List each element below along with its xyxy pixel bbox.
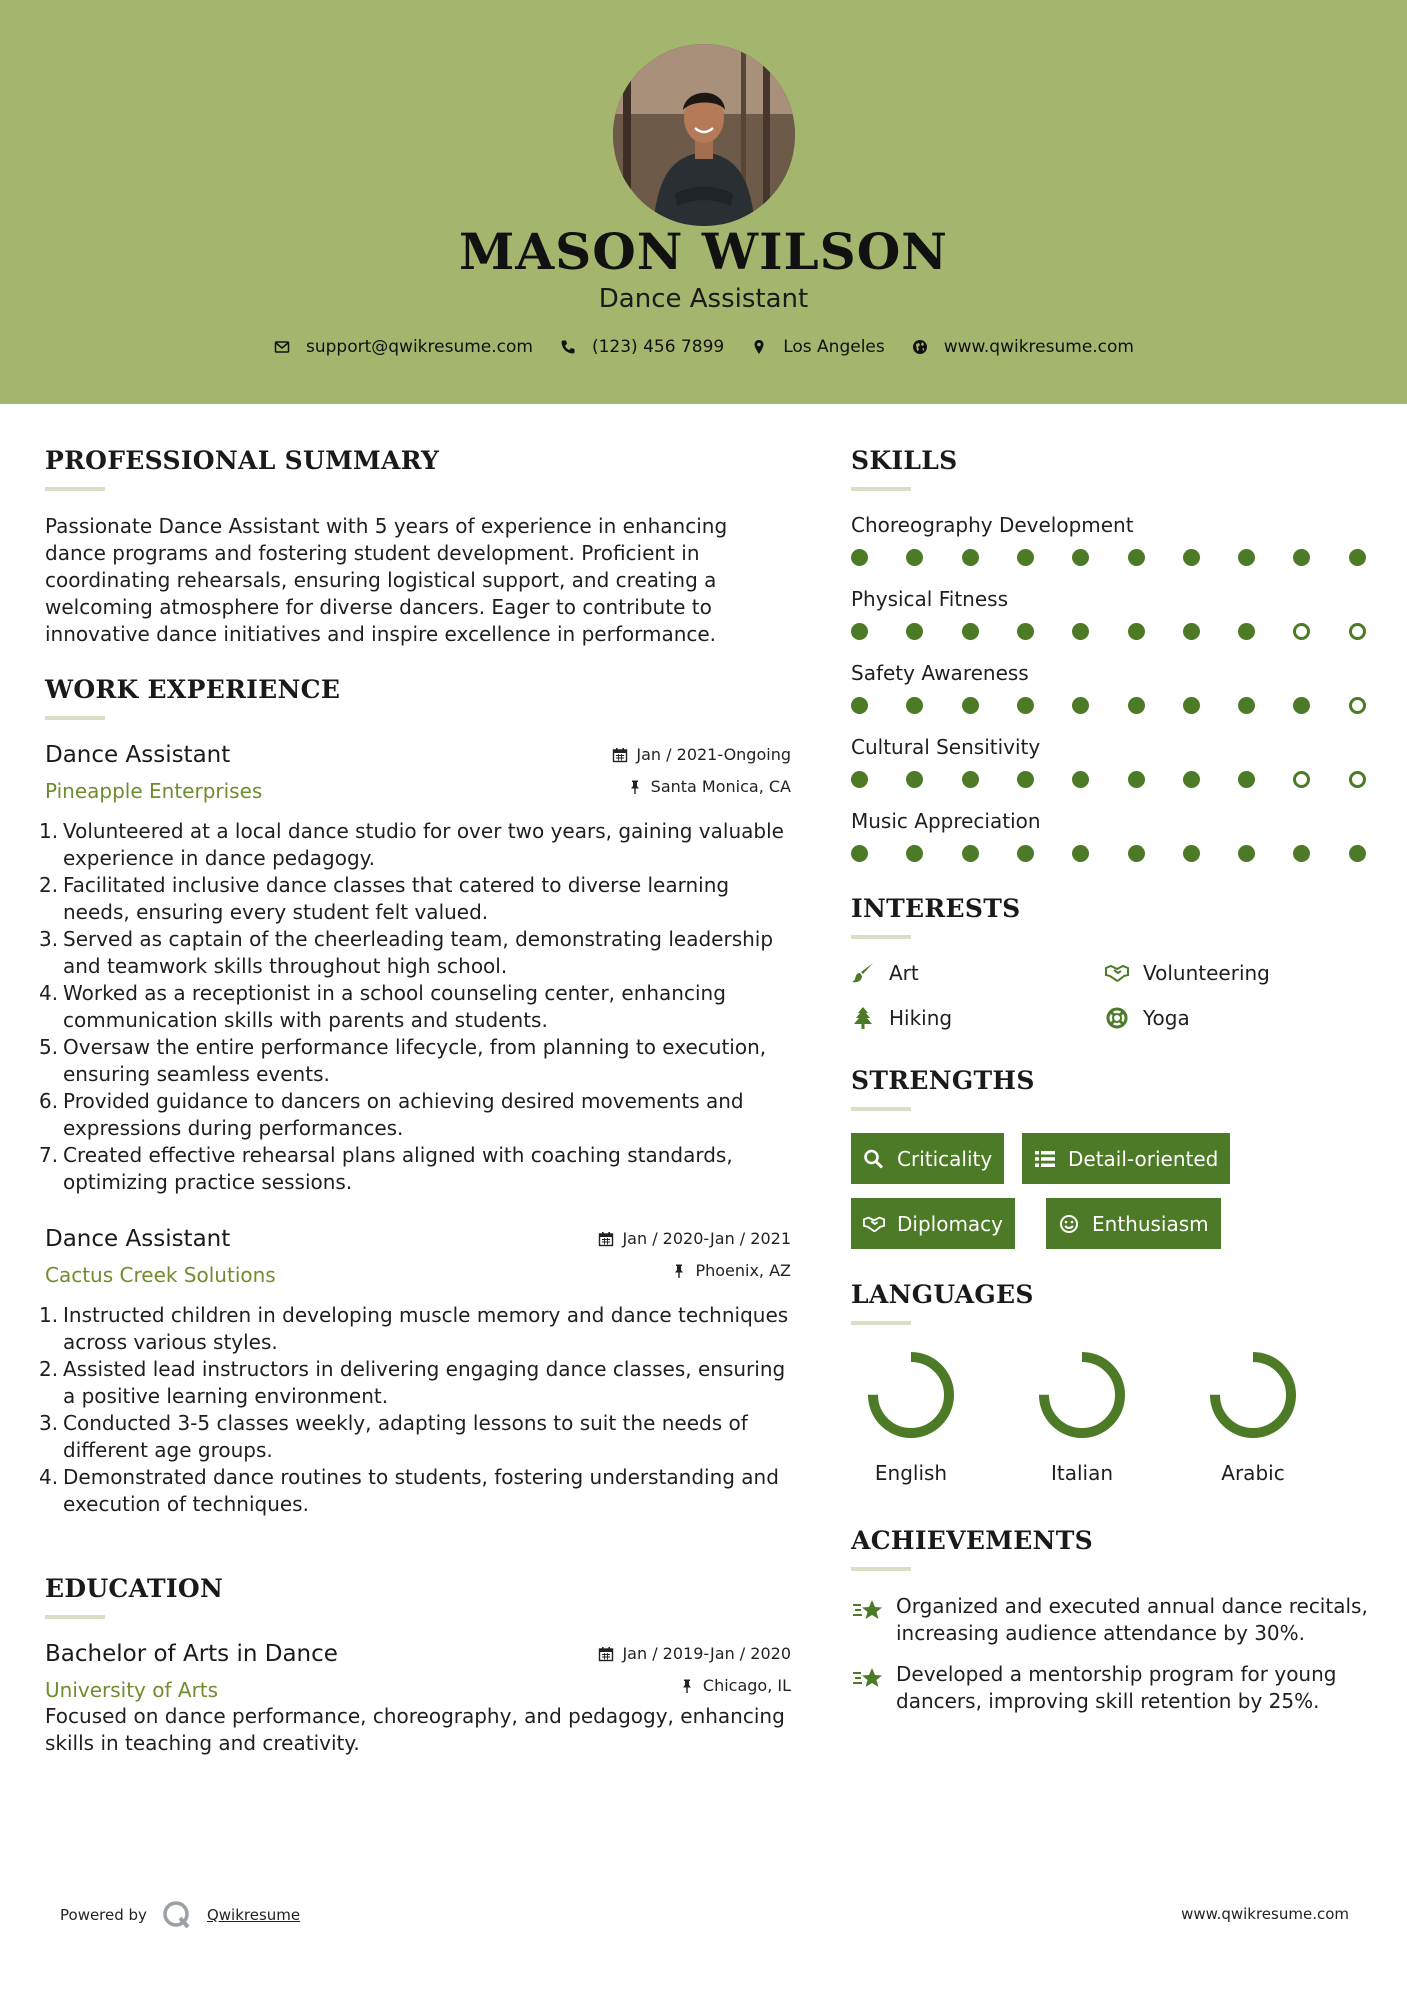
job-bullet: 1. Instructed children in developing muscle memory and dance techniques across various styles. (39, 1303, 789, 1354)
rating-dot-filled (1293, 697, 1310, 714)
rating-dot-empty (1293, 623, 1310, 640)
pushpin-icon (671, 1263, 687, 1279)
rating-dot-filled (1072, 845, 1089, 862)
life-ring-icon (1105, 1006, 1131, 1030)
skill-rating (851, 765, 1371, 795)
achievement-item: Organized and executed annual dance recitals, increasing audience attendance by 30%. (851, 1593, 1371, 1647)
skill-item (851, 735, 1371, 795)
rating-dot-filled (1017, 623, 1034, 640)
rating-dot-filled (962, 845, 979, 862)
rating-dot-filled (851, 549, 868, 566)
contact-row (0, 337, 1407, 357)
profile-photo (613, 44, 795, 226)
language-level-arc (1215, 1357, 1291, 1433)
section-divider (851, 487, 911, 491)
language-item (1193, 1347, 1313, 1485)
education-section (45, 1574, 791, 1757)
section-divider (851, 1567, 911, 1571)
strength-chip: Criticality (851, 1133, 1004, 1184)
experience-section (39, 675, 791, 1196)
job-location-text: Phoenix, AZ (695, 1261, 791, 1280)
rating-dot-filled (1017, 771, 1034, 788)
experience-heading: WORK EXPERIENCE (45, 675, 341, 704)
footer-website[interactable]: www.qwikresume.com (1181, 1905, 1349, 1923)
rating-dot-filled (906, 623, 923, 640)
job-location (627, 777, 791, 796)
education-location (679, 1676, 791, 1695)
strength-chip: Detail-oriented (1022, 1133, 1230, 1184)
job-bullets (39, 818, 791, 1196)
job-date (598, 1229, 791, 1248)
contact-phone[interactable] (559, 337, 724, 357)
rating-dot-empty (1349, 623, 1366, 640)
skill-name: Music Appreciation (851, 809, 1041, 833)
job-date-text: Jan / 2020-Jan / 2021 (622, 1229, 791, 1248)
search-icon (863, 1148, 887, 1170)
rating-dot-filled (906, 549, 923, 566)
contact-location (750, 337, 885, 357)
education-header (45, 1641, 791, 1703)
achievement-item: Developed a mentorship program for young dancers, improving skill retention by 25%. (851, 1661, 1371, 1715)
strength-chip: Diplomacy (851, 1198, 1015, 1249)
rating-dot-filled (906, 771, 923, 788)
job-entry (39, 1226, 791, 1518)
skill-item (851, 513, 1371, 573)
job-role: Dance Assistant (45, 742, 231, 768)
contact-email[interactable] (273, 337, 533, 357)
summary-heading: PROFESSIONAL SUMMARY (45, 446, 440, 475)
contact-phone-text: (123) 456 7899 (591, 337, 725, 357)
rating-dot-filled (851, 623, 868, 640)
rating-dot-filled (1128, 771, 1145, 788)
handshake-icon (863, 1213, 887, 1235)
rating-dot-filled (1293, 845, 1310, 862)
language-ring (1205, 1347, 1301, 1443)
summary-text: Passionate Dance Assistant with 5 years of experience in enhancing dance programs and fostering student development. Proficient in coordinating rehearsals, ensuring logistical support, and creating a welcoming atmosphere for diverse dancers. Eager to contribute to innovative dance initiatives and inspire excellence in performance. (45, 514, 728, 646)
skill-item (851, 809, 1371, 869)
rating-dot-filled (1293, 549, 1310, 566)
rating-dot-filled (962, 549, 979, 566)
section-divider (45, 1615, 105, 1619)
list-icon (1034, 1148, 1058, 1170)
education-degree: Bachelor of Arts in Dance (45, 1641, 338, 1667)
skill-rating (851, 617, 1371, 647)
education-text: Focused on dance performance, choreography, and pedagogy, enhancing skills in teaching and creativity. (45, 1704, 785, 1755)
phone-icon (559, 338, 577, 356)
resume-header (0, 0, 1407, 404)
pushpin-icon (627, 779, 643, 795)
section-divider (45, 716, 105, 720)
job-role: Dance Assistant (45, 1226, 231, 1252)
rating-dot-filled (1017, 549, 1034, 566)
rating-dot-filled (1128, 845, 1145, 862)
map-pin-icon (750, 338, 768, 356)
calendar-icon (598, 1646, 614, 1662)
pushpin-icon (679, 1678, 695, 1694)
skill-rating (851, 543, 1371, 573)
section-divider (851, 1107, 911, 1111)
rating-dot-filled (1128, 623, 1145, 640)
rating-dot-filled (1238, 697, 1255, 714)
rating-dot-filled (1183, 771, 1200, 788)
job-date-text: Jan / 2021-Ongoing (636, 745, 791, 764)
language-ring (1034, 1347, 1130, 1443)
job-header (45, 1226, 791, 1288)
smile-icon (1058, 1213, 1082, 1235)
contact-website-text: www.qwikresume.com (943, 337, 1134, 357)
strengths-heading: STRENGTHS (851, 1066, 1035, 1095)
candidate-name: MASON WILSON (459, 222, 948, 281)
rating-dot-filled (962, 771, 979, 788)
rating-dot-filled (1238, 845, 1255, 862)
rating-dot-filled (1072, 549, 1089, 566)
footer-powered-by (60, 1899, 300, 1931)
candidate-title: Dance Assistant (598, 284, 809, 314)
job-bullet: 7. Created effective rehearsal plans aligned with coaching standards, optimizing practice sessions. (39, 1143, 733, 1194)
languages-heading: LANGUAGES (851, 1280, 1034, 1309)
skill-rating (851, 691, 1371, 721)
rating-dot-filled (906, 697, 923, 714)
envelope-icon (273, 338, 291, 356)
rating-dot-filled (1349, 549, 1366, 566)
language-name: Italian (1050, 1461, 1114, 1485)
rating-dot-filled (851, 771, 868, 788)
education-date-text: Jan / 2019-Jan / 2020 (622, 1644, 791, 1663)
rating-dot-filled (1183, 845, 1200, 862)
qwikresume-link[interactable]: Qwikresume (206, 1906, 301, 1924)
interest-item: Art (851, 961, 919, 985)
strengths-list (851, 1133, 1371, 1265)
language-ring (863, 1347, 959, 1443)
strengths-section (851, 1066, 1371, 1265)
education-location-text: Chicago, IL (702, 1676, 791, 1695)
rating-dot-filled (1017, 845, 1034, 862)
rating-dot-empty (1349, 771, 1366, 788)
interests-section (851, 894, 1371, 1051)
summary-section (45, 446, 791, 648)
skills-list (851, 513, 1371, 869)
interest-item: Volunteering (1105, 961, 1270, 985)
job-company: Pineapple Enterprises (45, 779, 263, 803)
rating-dot-filled (1183, 623, 1200, 640)
skill-name: Choreography Development (851, 513, 1134, 537)
job-header (45, 742, 791, 804)
achievements-section (851, 1526, 1371, 1729)
language-level-arc (873, 1357, 949, 1433)
job-bullet: 5. Oversaw the entire performance lifecycle, from planning to execution, ensuring seamless events. (39, 1035, 767, 1086)
qwikresume-logo-icon (161, 1899, 193, 1931)
rating-dot-filled (1183, 697, 1200, 714)
interest-item: Yoga (1105, 1006, 1190, 1030)
skills-section (851, 446, 1371, 883)
job-bullet: 1. Volunteered at a local dance studio for over two years, gaining valuable experience in dance pedagogy. (39, 819, 784, 870)
skill-name: Cultural Sensitivity (851, 735, 1041, 759)
skill-item (851, 587, 1371, 647)
skills-heading: SKILLS (851, 446, 958, 475)
contact-website[interactable] (911, 337, 1134, 357)
rating-dot-filled (906, 845, 923, 862)
rating-dot-filled (1072, 623, 1089, 640)
rating-dot-empty (1293, 771, 1310, 788)
calendar-icon (612, 747, 628, 763)
tree-icon (851, 1006, 877, 1030)
languages-list (851, 1347, 1371, 1497)
globe-icon (911, 338, 929, 356)
rating-dot-filled (1072, 697, 1089, 714)
education-school: University of Arts (45, 1678, 219, 1702)
star-award-icon (851, 1597, 885, 1625)
section-divider (851, 935, 911, 939)
job-bullet: 2. Assisted lead instructors in delivering engaging dance classes, ensuring a positive learning environment. (39, 1357, 786, 1408)
interests-list (851, 961, 1371, 1051)
calendar-icon (598, 1231, 614, 1247)
language-item (1022, 1347, 1142, 1485)
job-entry (39, 742, 791, 1196)
rating-dot-filled (1238, 771, 1255, 788)
job-bullets (39, 1302, 791, 1518)
rating-dot-filled (1183, 549, 1200, 566)
rating-dot-filled (1128, 697, 1145, 714)
job-date (612, 745, 791, 764)
languages-section (851, 1280, 1371, 1497)
rating-dot-filled (1238, 623, 1255, 640)
job-bullet: 4. Demonstrated dance routines to students, fostering understanding and execution of techniques. (39, 1465, 779, 1516)
rating-dot-filled (962, 623, 979, 640)
rating-dot-filled (1349, 845, 1366, 862)
job-bullet: 3. Conducted 3-5 classes weekly, adapting lessons to suit the needs of different age groups. (39, 1411, 748, 1462)
language-name: English (874, 1461, 948, 1485)
contact-email-text: support@qwikresume.com (306, 337, 533, 357)
language-item (851, 1347, 971, 1485)
skill-item (851, 661, 1371, 721)
rating-dot-filled (1017, 697, 1034, 714)
language-level-arc (1044, 1357, 1120, 1433)
rating-dot-filled (962, 697, 979, 714)
paint-brush-icon (851, 961, 877, 985)
job-bullet: 6. Provided guidance to dancers on achieving desired movements and expressions during performances. (39, 1089, 744, 1140)
job-bullet: 4. Worked as a receptionist in a school counseling center, enhancing communication skills with parents and students. (39, 981, 726, 1032)
rating-dot-filled (851, 845, 868, 862)
skill-rating (851, 839, 1371, 869)
language-name: Arabic (1221, 1461, 1285, 1485)
star-award-icon (851, 1665, 885, 1693)
section-divider (45, 487, 105, 491)
powered-by-label: Powered by (60, 1906, 147, 1924)
job-bullet: 3. Served as captain of the cheerleading team, demonstrating leadership and teamwork skills throughout high school. (39, 927, 774, 978)
skill-name: Safety Awareness (851, 661, 1029, 685)
rating-dot-filled (1238, 549, 1255, 566)
job-company: Cactus Creek Solutions (45, 1263, 276, 1287)
section-divider (851, 1321, 911, 1325)
skill-name: Physical Fitness (851, 587, 1008, 611)
rating-dot-filled (851, 697, 868, 714)
education-heading: EDUCATION (45, 1574, 224, 1603)
contact-location-text: Los Angeles (783, 337, 885, 357)
achievements-heading: ACHIEVEMENTS (851, 1526, 1093, 1555)
rating-dot-filled (1128, 549, 1145, 566)
interests-heading: INTERESTS (851, 894, 1021, 923)
education-date (598, 1644, 791, 1663)
job-location (671, 1261, 791, 1280)
handshake-icon (1105, 961, 1131, 985)
job-location-text: Santa Monica, CA (650, 777, 791, 796)
rating-dot-empty (1349, 697, 1366, 714)
rating-dot-filled (1072, 771, 1089, 788)
job-bullet: 2. Facilitated inclusive dance classes that catered to diverse learning needs, ensuring every student felt valued. (39, 873, 730, 924)
interest-item: Hiking (851, 1006, 952, 1030)
strength-chip: Enthusiasm (1046, 1198, 1221, 1249)
